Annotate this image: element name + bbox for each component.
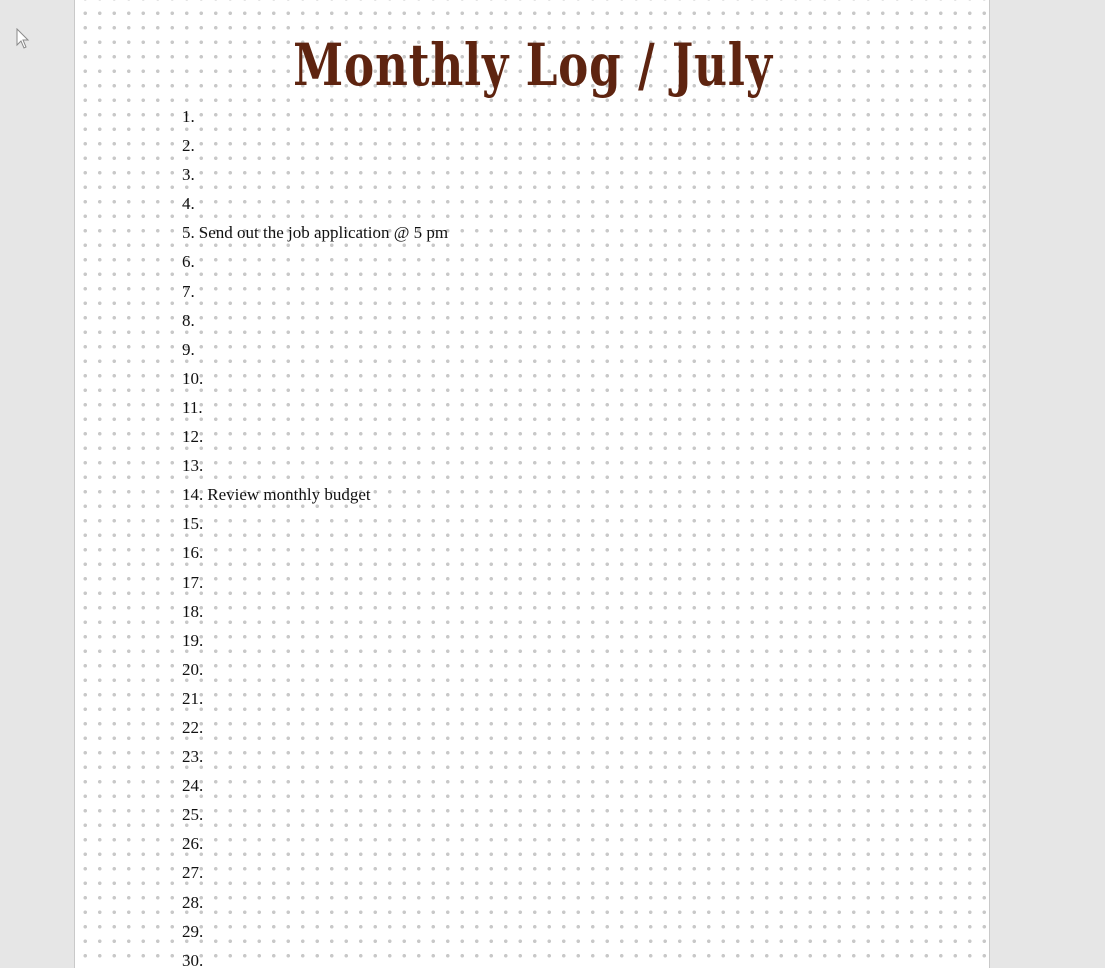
page-title: Monthly Log / July: [293, 31, 773, 99]
log-entry-number: 4.: [182, 194, 195, 214]
log-entry[interactable]: [182, 247, 448, 276]
log-entry[interactable]: [182, 451, 448, 480]
log-entry[interactable]: [182, 713, 448, 742]
log-entry[interactable]: [182, 160, 448, 189]
log-entry[interactable]: [182, 858, 448, 887]
log-entry-number: 11.: [182, 397, 203, 417]
log-entry[interactable]: [182, 684, 448, 713]
log-entry[interactable]: [182, 277, 448, 306]
mouse-pointer-icon: [16, 28, 30, 50]
log-entry-number: 25.: [182, 805, 204, 825]
log-entry-number: 1.: [182, 107, 195, 126]
log-entry-number: 7.: [182, 281, 195, 301]
log-entry[interactable]: [182, 102, 448, 131]
log-entry-number: 21.: [182, 688, 204, 708]
log-entry-number: 12.: [182, 427, 204, 447]
log-entry[interactable]: [182, 597, 448, 626]
log-entry[interactable]: [182, 568, 448, 597]
log-entry-number: 20.: [182, 659, 204, 679]
log-entry-number: 8.: [182, 310, 195, 330]
log-entry-number: 29.: [182, 921, 204, 941]
log-entry-number: 6.: [182, 252, 195, 272]
log-entry[interactable]: [182, 655, 448, 684]
log-entry-number: 22.: [182, 717, 204, 737]
log-entry-number: 15.: [182, 514, 204, 534]
log-entry[interactable]: [182, 189, 448, 218]
log-entry[interactable]: [182, 218, 448, 247]
log-entry[interactable]: [182, 829, 448, 858]
log-entry[interactable]: [182, 131, 448, 160]
log-entry-number: 24.: [182, 776, 204, 796]
document-page[interactable]: [74, 0, 990, 968]
log-entry[interactable]: [182, 888, 448, 917]
log-entry[interactable]: [182, 626, 448, 655]
log-entry-text: Send out the job application @ 5 pm: [198, 223, 449, 243]
log-entry-number: 9.: [182, 339, 195, 359]
log-entry-text: Review monthly budget: [207, 485, 371, 505]
log-entry-number: 10.: [182, 368, 204, 388]
log-entry[interactable]: [182, 393, 448, 422]
log-entry-number: 5.: [182, 223, 195, 243]
log-entry[interactable]: [182, 800, 448, 829]
log-entry-number: 3.: [182, 165, 195, 185]
log-entry-number: 14.: [182, 485, 204, 505]
log-entry-number: 23.: [182, 747, 204, 767]
log-entry-number: 17.: [182, 572, 204, 592]
log-entry[interactable]: [182, 364, 448, 393]
log-entry[interactable]: [182, 771, 448, 800]
log-entry-number: 26.: [182, 834, 204, 854]
log-entry[interactable]: [182, 509, 448, 538]
log-entry[interactable]: [182, 422, 448, 451]
log-entry-number: 27.: [182, 863, 204, 883]
log-entry-number: 18.: [182, 601, 204, 621]
log-entry[interactable]: [182, 917, 448, 946]
log-entry[interactable]: [182, 480, 448, 509]
log-list: [182, 102, 448, 968]
log-entry-number: 13.: [182, 456, 204, 476]
log-entry-number: 19.: [182, 630, 204, 650]
log-entry[interactable]: [182, 742, 448, 771]
log-entry-number: 2.: [182, 136, 195, 156]
log-entry-number: 30.: [182, 950, 204, 968]
log-entry[interactable]: [182, 946, 448, 968]
log-entry-number: 28.: [182, 892, 204, 912]
log-entry[interactable]: [182, 335, 448, 364]
log-entry[interactable]: [182, 306, 448, 335]
log-entry[interactable]: [182, 538, 448, 567]
log-entry-number: 16.: [182, 543, 204, 563]
